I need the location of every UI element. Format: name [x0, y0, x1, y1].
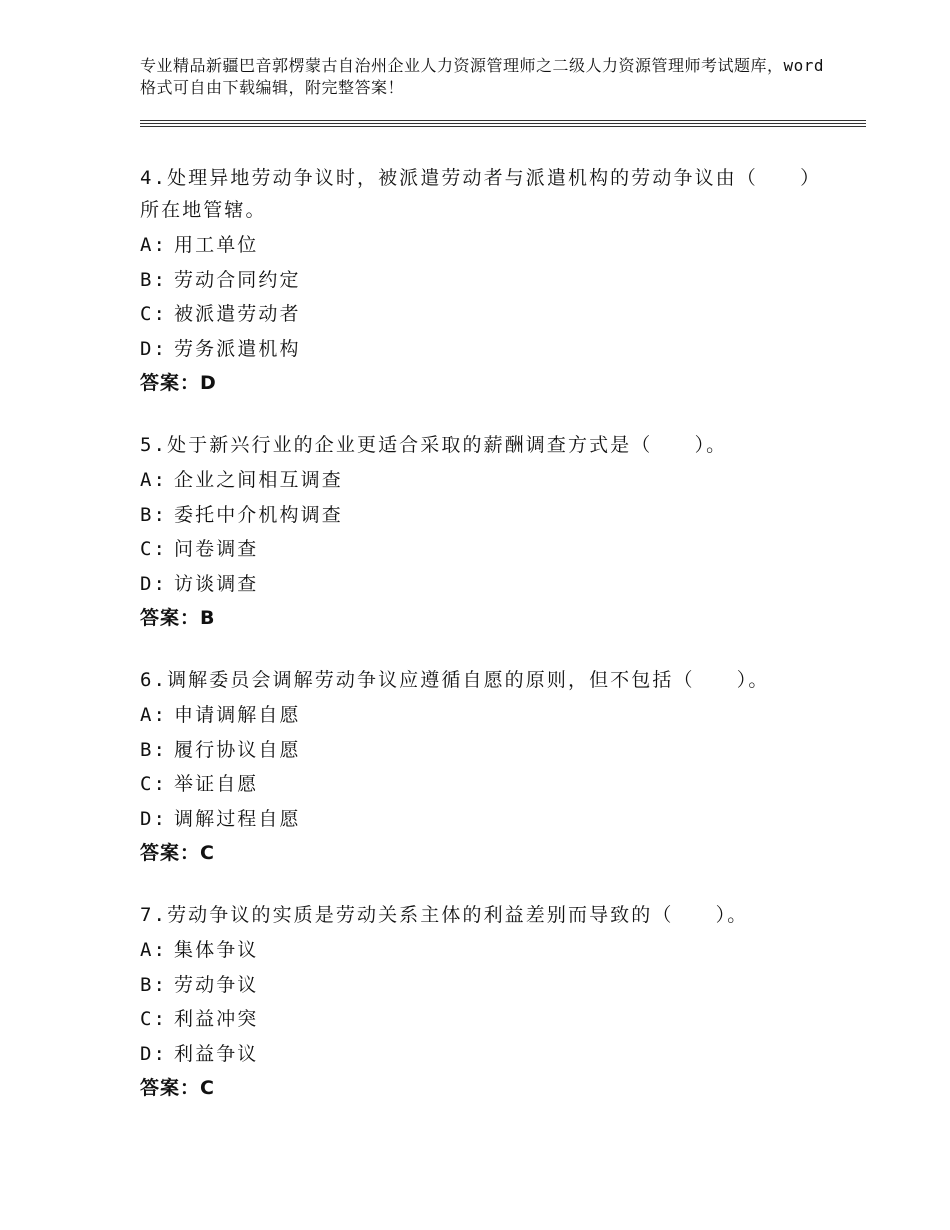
header-title: 专业精品新疆巴音郭楞蒙古自治州企业人力资源管理师之二级人力资源管理师考试题库，word格式可自由下载编辑，附完整答案！	[140, 56, 825, 97]
document-header	[140, 55, 840, 99]
option-text: 利益争议	[174, 1042, 259, 1065]
option-letter: D:	[140, 1042, 168, 1065]
option-letter: B:	[140, 738, 168, 761]
option-text: 被派遣劳动者	[174, 303, 301, 325]
option-c	[140, 1002, 820, 1037]
question-6	[140, 664, 820, 870]
option-letter: A:	[140, 704, 168, 726]
question-stem: 5.处于新兴行业的企业更适合采取的薪酬调查方式是（ ）。	[140, 434, 728, 456]
option-c	[140, 767, 820, 802]
option-a	[140, 228, 820, 263]
option-text: 用工单位	[174, 234, 259, 256]
option-c	[140, 532, 820, 567]
option-b	[140, 733, 820, 768]
option-text: 委托中介机构调查	[174, 503, 343, 526]
header-divider	[140, 120, 866, 121]
header-divider	[140, 126, 866, 127]
option-letter: B:	[140, 503, 168, 526]
option-text: 访谈调查	[174, 572, 259, 595]
option-a	[140, 463, 820, 498]
option-text: 利益冲突	[174, 1008, 259, 1030]
option-letter: C:	[140, 773, 168, 795]
option-b	[140, 498, 820, 533]
option-letter: D:	[140, 337, 168, 360]
option-d	[140, 567, 820, 602]
option-text: 企业之间相互调查	[174, 469, 343, 491]
answer: 答案：B	[140, 607, 216, 629]
answer: 答案：D	[140, 372, 217, 394]
option-d	[140, 1037, 820, 1072]
question-7	[140, 899, 820, 1105]
option-letter: A:	[140, 234, 168, 256]
option-letter: D:	[140, 807, 168, 830]
option-letter: A:	[140, 939, 168, 961]
option-d	[140, 332, 820, 367]
answer: 答案：C	[140, 842, 215, 864]
option-a	[140, 698, 820, 733]
option-text: 申请调解自愿	[174, 704, 301, 726]
option-text: 劳动合同约定	[174, 268, 301, 291]
option-text: 问卷调查	[174, 538, 259, 560]
option-b	[140, 263, 820, 298]
question-list	[140, 162, 820, 1134]
option-letter: D:	[140, 572, 168, 595]
option-letter: C:	[140, 538, 168, 560]
option-letter: C:	[140, 1008, 168, 1030]
option-text: 劳动争议	[174, 973, 259, 996]
question-stem: 7.劳动争议的实质是劳动关系主体的利益差别而导致的（ ）。	[140, 904, 749, 926]
option-text: 调解过程自愿	[174, 807, 301, 830]
option-letter: B:	[140, 268, 168, 291]
answer: 答案：C	[140, 1077, 215, 1099]
option-letter: B:	[140, 973, 168, 996]
question-stem: 6.调解委员会调解劳动争议应遵循自愿的原则，但不包括（ ）。	[140, 669, 770, 691]
question-5	[140, 429, 820, 635]
option-text: 履行协议自愿	[174, 738, 301, 761]
option-text: 劳务派遣机构	[174, 337, 301, 360]
option-letter: C:	[140, 303, 168, 325]
option-d	[140, 802, 820, 837]
option-text: 集体争议	[174, 939, 259, 961]
option-text: 举证自愿	[174, 773, 259, 795]
option-letter: A:	[140, 469, 168, 491]
question-4	[140, 162, 820, 400]
option-b	[140, 968, 820, 1003]
option-c	[140, 297, 820, 332]
option-a	[140, 933, 820, 968]
header-divider	[140, 123, 866, 124]
question-stem: 4.处理异地劳动争议时，被派遣劳动者与派遣机构的劳动争议由（ ）所在地管辖。	[140, 167, 812, 221]
